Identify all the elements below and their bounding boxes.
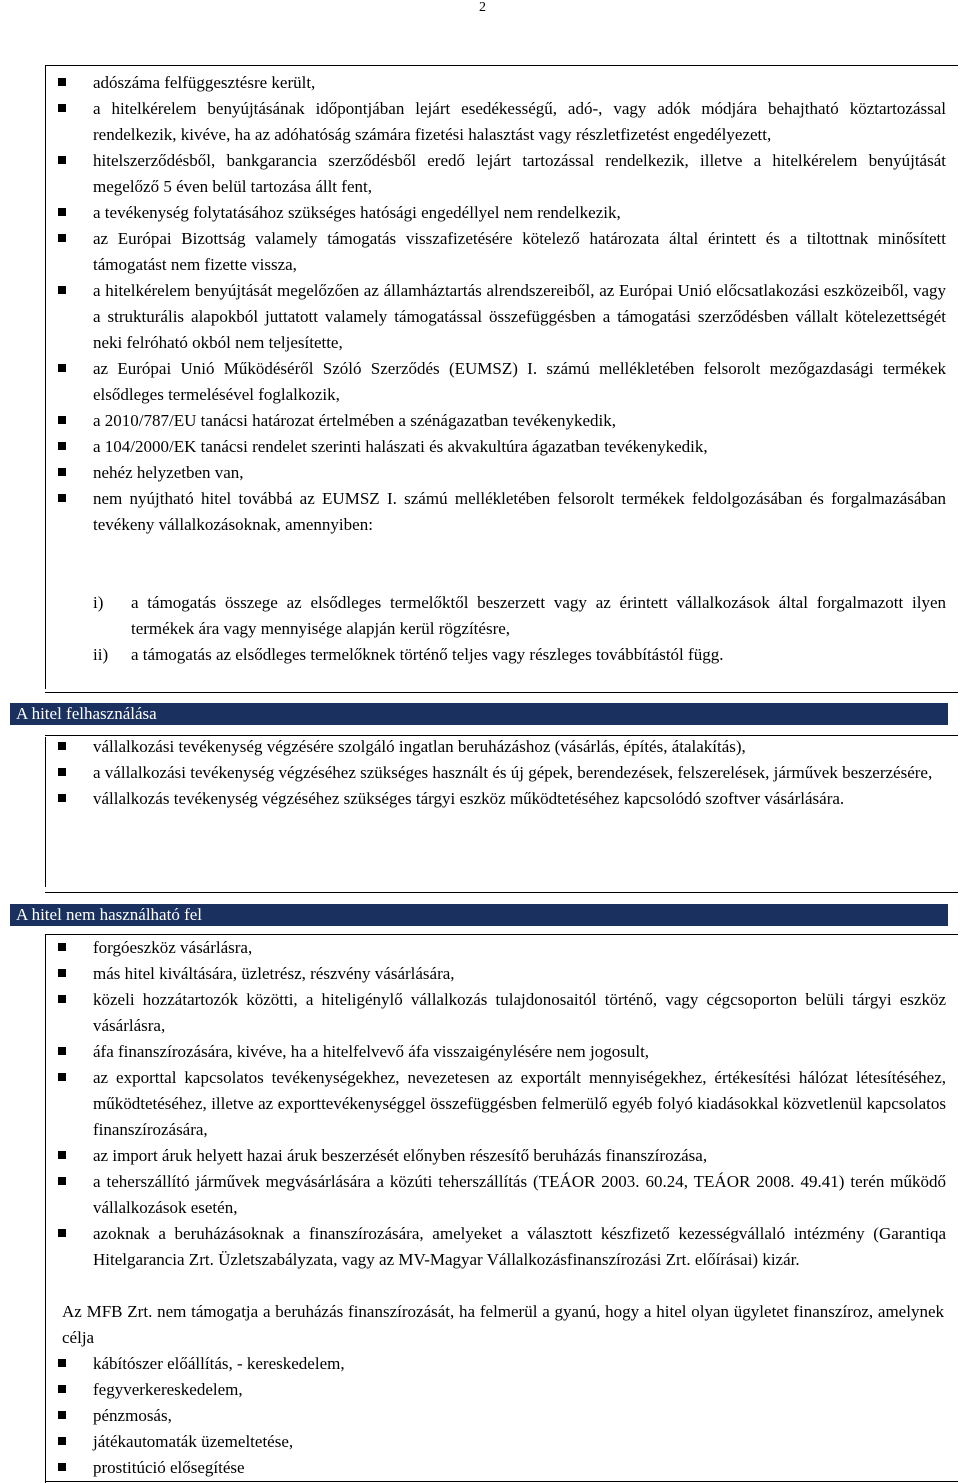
list-item: az Európai Unió Működéséről Szóló Szerződés (EUMSZ) I. számú mellékletében felsorolt mezőgazdasági termékek elsődleges termelésével foglalkozik, bbox=[48, 356, 946, 408]
list-item: más hitel kiváltására, üzletrész, részvény vásárlására, bbox=[48, 961, 946, 987]
list-item: az Európai Bizottság valamely támogatás visszafizetésére kötelező határozata által érintett és a tiltottnak minősített támogatást nem fizette vissza, bbox=[48, 226, 946, 278]
bottom-line bbox=[45, 1481, 958, 1482]
list-item: a hitelkérelem benyújtását megelőzően az államháztartás alrendszereiből, az Európai Unió előcsatlakozási eszközeiből, vagy a strukturális alapokból juttatott valamely támogatással összefüggésben a támogatási szerződésben vállalt kötelezettségét neki felróható okból nem teljesítette, bbox=[48, 278, 946, 356]
list-item: vállalkozás tevékenység végzéséhez szükséges tárgyi eszköz működtetéséhez kapcsolódó szoftver vásárlására. bbox=[48, 786, 946, 812]
list-item: a hitelkérelem benyújtásának időpontjában lejárt esedékességű, adó-, vagy adók módjára behajtható köztartozással rendelkezik, kivéve, ha az adóhatóság számára fizetési halasztást vagy részletfizetést engedélyezett, bbox=[48, 96, 946, 148]
list-item: adószáma felfüggesztésre került, bbox=[48, 70, 946, 96]
section-top-list bbox=[48, 70, 946, 538]
list-item: a 104/2000/EK tanácsi rendelet szerinti halászati és akvakultúra ágazatban tevékenykedik, bbox=[48, 434, 946, 460]
list-item: áfa finanszírozására, kivéve, ha a hitelfelvevő áfa visszaigénylésére nem jogosult, bbox=[48, 1039, 946, 1065]
section-use-list bbox=[48, 734, 946, 812]
list-item: pénzmosás, bbox=[48, 1403, 946, 1429]
section-top-sublist bbox=[93, 590, 946, 668]
list-item: az exporttal kapcsolatos tevékenységekhez, nevezetesen az exportált mennyiségekhez, értékesítési hálózat létesítéséhez, működtetéséhez, illetve az exporttevékenységgel összefüggésben felmerülő egyéb folyó kiadásokkal közvetlenül kapcsolatos finanszírozására, bbox=[48, 1065, 946, 1143]
list-item: fegyverkereskedelem, bbox=[48, 1377, 946, 1403]
section-not-use-list-2 bbox=[48, 1351, 946, 1481]
list-item: forgóeszköz vásárlásra, bbox=[48, 935, 946, 961]
divider-line bbox=[45, 692, 958, 693]
sub-list-item bbox=[93, 590, 946, 642]
list-item: prostitúció elősegítése bbox=[48, 1455, 946, 1481]
list-item: játékautomaták üzemeltetése, bbox=[48, 1429, 946, 1455]
list-item: kábítószer előállítás, - kereskedelem, bbox=[48, 1351, 946, 1377]
list-item: közeli hozzátartozók közötti, a hiteligénylő vállalkozás tulajdonosaitól történő, vagy cégcsoporton belüli tárgyi eszköz vásárlásra, bbox=[48, 987, 946, 1039]
sub-item-marker: ii) bbox=[93, 645, 109, 664]
list-item: hitelszerződésből, bankgarancia szerződésből eredő lejárt tartozással rendelkezik, illetve a hitelkérelem benyújtását megelőző 5 éven belül tartozása állt fent, bbox=[48, 148, 946, 200]
list-item: a teherszállító járművek megvásárlására a közúti teherszállítás (TEÁOR 2003. 60.24, TEÁOR 2008. 49.41) terén működő vállalkozások esetén, bbox=[48, 1169, 946, 1221]
section-header-use: A hitel felhasználása bbox=[10, 703, 948, 725]
section-not-use-list bbox=[48, 935, 946, 1273]
section-header-not-use: A hitel nem használható fel bbox=[10, 904, 948, 926]
sub-item-text: a támogatás az elsődleges termelőknek történő teljes vagy részleges továbbítástól függ. bbox=[131, 645, 724, 664]
list-item: az import áruk helyett hazai áruk beszerzését előnyben részesítő beruházás finanszírozása, bbox=[48, 1143, 946, 1169]
divider-line bbox=[45, 892, 958, 893]
sub-item-marker: i) bbox=[93, 593, 104, 612]
sub-list-item bbox=[93, 642, 946, 668]
list-item: a 2010/787/EU tanácsi határozat értelmében a szénágazatban tevékenykedik, bbox=[48, 408, 946, 434]
list-item: vállalkozási tevékenység végzésére szolgáló ingatlan beruházáshoz (vásárlás, építés, átalakítás), bbox=[48, 734, 946, 760]
list-item: azoknak a beruházásoknak a finanszírozására, amelyeket a választott készfizető kezességvállaló intézmény (Garantiqa Hitelgarancia Zrt. Üzletszabályzata, vagy az MV-Magyar Vállalkozásfinanszírozási Zrt. előírásai) kizár. bbox=[48, 1221, 946, 1273]
list-item: nehéz helyzetben van, bbox=[48, 460, 946, 486]
sub-item-text: a támogatás összege az elsődleges termelőktől beszerzett vagy az érintett vállalkozások által forgalmazott ilyen termékek ára vagy mennyisége alapján kerül rögzítésre, bbox=[131, 593, 946, 638]
list-item: nem nyújtható hitel továbbá az EUMSZ I. számú mellékletében felsorolt termékek feldolgozásában és forgalmazásában tevékeny vállalkozásoknak, amennyiben: bbox=[48, 486, 946, 538]
paragraph-mfb: Az MFB Zrt. nem támogatja a beruházás finanszírozását, ha felmerül a gyanú, hogy a hitel olyan ügyletet finanszíroz, amelynek célja bbox=[62, 1302, 944, 1347]
page-number: 2 bbox=[479, 0, 486, 15]
list-item: a vállalkozási tevékenység végzéséhez szükséges használt és új gépek, berendezések, felszerelések, járművek beszerzésére, bbox=[48, 760, 946, 786]
list-item: a tevékenység folytatásához szükséges hatósági engedéllyel nem rendelkezik, bbox=[48, 200, 946, 226]
